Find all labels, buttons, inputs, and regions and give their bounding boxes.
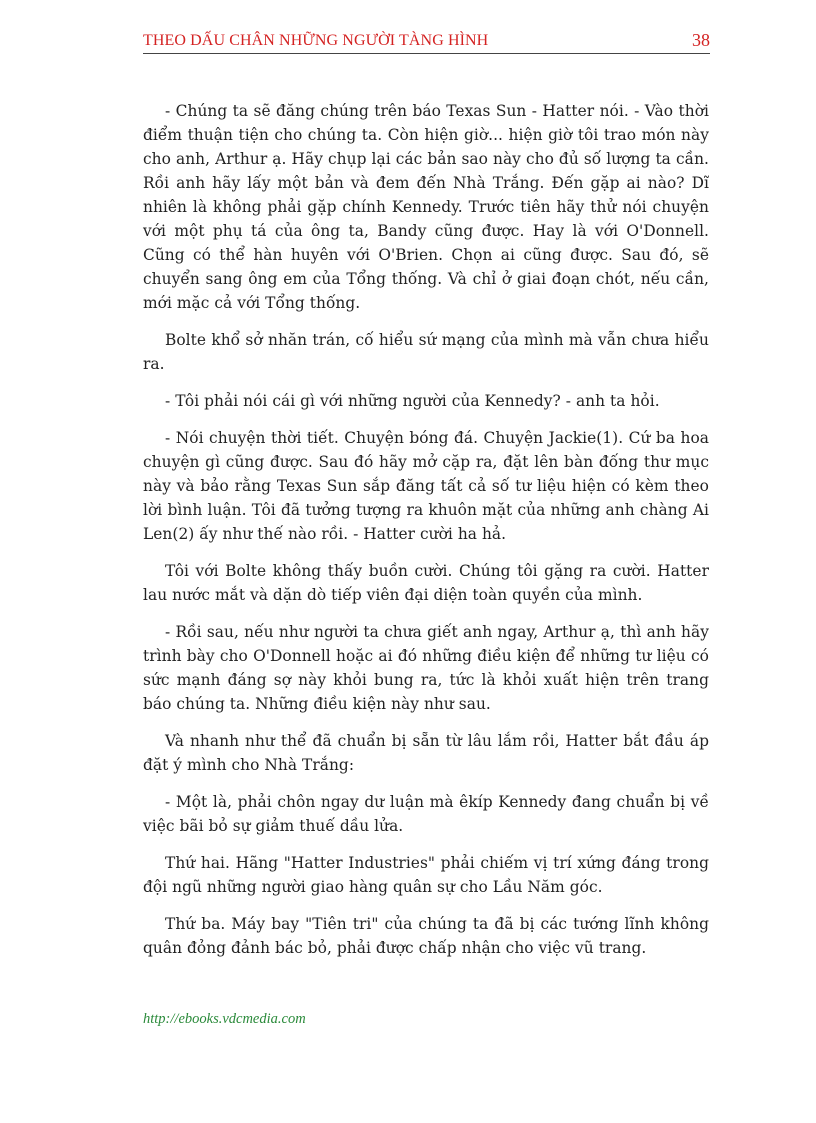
paragraph: - Nói chuyện thời tiết. Chuyện bóng đá. Chuyện Jackie(1). Cứ ba hoa chuyện gì cũng được. Sau đó hãy mở cặp ra, đặt lên bàn đống thư mục này và bảo rằng Texas Sun sắp đăng tất cả số tư liệu hiện có kèm theo lời bình luận. Tôi đã tưởng tượng ra khuôn mặt của những anh chàng Ai Len(2) ấy như thế nào rồi. - Hatter cười ha hả. xyxy=(143,429,709,543)
paragraph: Bolte khổ sở nhăn trán, cố hiểu sứ mạng của mình mà vẫn chưa hiểu ra. xyxy=(143,331,709,373)
paragraph: - Tôi phải nói cái gì với những người của Kennedy? - anh ta hỏi. xyxy=(165,392,660,410)
paragraph: Và nhanh như thể đã chuẩn bị sẵn từ lâu lắm rồi, Hatter bắt đầu áp đặt ý mình cho Nhà Trắng: xyxy=(143,732,709,774)
book-title: THEO DẤU CHÂN NHỮNG NGƯỜI TÀNG HÌNH xyxy=(143,32,489,49)
paragraph: Thứ hai. Hãng "Hatter Industries" phải chiếm vị trí xứng đáng trong đội ngũ những người giao hàng quân sự cho Lầu Năm góc. xyxy=(143,854,709,896)
paragraph: Tôi với Bolte không thấy buồn cười. Chúng tôi gặng ra cười. Hatter lau nước mắt và dặn dò tiếp viên đại diện toàn quyền của mình. xyxy=(143,562,709,604)
paragraph: - Một là, phải chôn ngay dư luận mà êkíp Kennedy đang chuẩn bị về việc bãi bỏ sự giảm thuế dầu lửa. xyxy=(143,793,709,835)
paragraph: Thứ ba. Máy bay "Tiên tri" của chúng ta đã bị các tướng lĩnh không quân đỏng đảnh bác bỏ, phải được chấp nhận cho việc vũ trang. xyxy=(143,915,709,957)
paragraph: - Rồi sau, nếu như người ta chưa giết anh ngay, Arthur ạ, thì anh hãy trình bày cho O'Donnell hoặc ai đó những điều kiện để những tư liệu có sức mạnh đáng sợ này khỏi bung ra, tức là khỏi xuất hiện trên trang báo chúng ta. Những điều kiện này như sau. xyxy=(143,623,709,713)
paragraph: - Chúng ta sẽ đăng chúng trên báo Texas Sun - Hatter nói. - Vào thời điểm thuận tiện cho chúng ta. Còn hiện giờ... hiện giờ tôi trao món này cho anh, Arthur ạ. Hãy chụp lại các bản sao này cho đủ số lượng ta cần. Rồi anh hãy lấy một bản và đem đến Nhà Trắng. Đến gặp ai nào? Dĩ nhiên là không phải gặp chính Kennedy. Trước tiên hãy thử nói chuyện với một phụ tá của ông ta, Bandy cũng được. Hay là với O'Donnell. Cũng có thể hàn huyên với O'Brien. Chọn ai cũng được. Sau đó, sẽ chuyển sang ông em của Tổng thống. Và chỉ ở giai đoạn chót, nếu cần, mới mặc cả với Tổng thống. xyxy=(143,102,709,312)
footer-link[interactable]: http://ebooks.vdcmedia.com xyxy=(143,1011,306,1027)
page-body xyxy=(143,99,709,973)
page-header xyxy=(143,29,710,54)
page-number: 38 xyxy=(692,30,710,50)
